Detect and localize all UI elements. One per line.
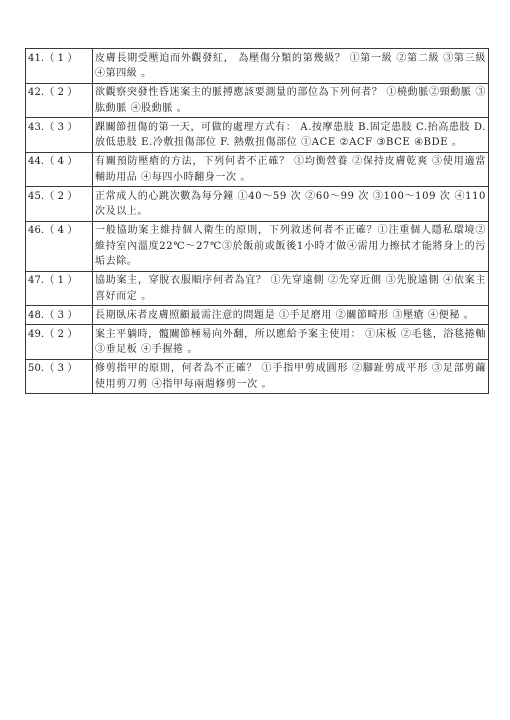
question-number: 44. [28,156,45,167]
question-row [26,306,489,325]
question-answer: 1 [57,275,65,286]
question-text: 欲觀察突發性昏迷案主的脈搏應該要測量的部位為下列何者？ ①橈動脈②頸動脈 ③肱動脈 ④股動脈 。 [93,83,489,118]
question-row [26,118,489,153]
question-number: 48. [28,309,45,321]
question-meta: 43.（ 3 ） [26,118,93,153]
question-answer: 1 [57,52,65,64]
question-number: 45. [28,190,45,202]
question-text: 有關預防壓瘡的方法，下列何者不正確？ ①均衡營養 ②保持皮膚乾爽 ③使用適當輔助用品 ④每四小時翻身一次 。 [93,152,489,187]
question-meta: 50.（ 3 ） [26,359,93,394]
question-text: 一般協助案主維持個人衛生的原則，下列敘述何者不正確？①注重個人隱私環境②維持室內溫度22℃～27℃③於飯前或飯後1小時才做④需用力擦拭才能將身上的污垢去除。 [93,221,489,271]
question-answer: 3 [57,121,65,133]
question-row [26,49,489,84]
question-meta: 45.（ 2 ） [26,187,93,222]
question-table [25,48,489,394]
question-answer: 2 [57,190,65,202]
question-row [26,187,489,222]
question-text: 協助案主，穿脫衣服順序何者為宜？ ①先穿遠側 ②先穿近側 ③先脫遠側 ④依案主喜好而定 。 [93,271,489,306]
question-answer: 3 [57,309,65,321]
question-text: 正常成人的心跳次數為每分鐘 ①40～59 次 ②60～99 次 ③100～109 次 ④110 次及以上。 [93,187,489,222]
question-row [26,271,489,306]
question-number: 50. [28,363,45,374]
question-answer: 4 [57,225,65,236]
question-number: 47. [28,275,45,286]
question-meta: 42.（ 2 ） [26,83,93,118]
question-row [26,359,489,394]
question-text: 踝關節扭傷的第一天，可做的處理方式有： A.按摩患肢 B.固定患肢 C.抬高患肢 D.放低患肢 E.冷敷扭傷部位 F. 熱敷扭傷部位 ①ACE ②ACF ③BCE ④BDE 。 [93,118,489,153]
question-meta: 41.（ 1 ） [26,49,93,84]
question-answer: 2 [57,87,65,98]
question-number: 41. [28,52,45,64]
question-text: 修剪指甲的原則，何者為不正確？ ①手指甲剪成圓形 ②腳趾剪成平形 ③足部剪繭使用剪刀剪 ④指甲每兩週修剪一次 。 [93,359,489,394]
question-number: 49. [28,328,45,340]
question-answer: 4 [57,156,65,167]
question-meta: 47.（ 1 ） [26,271,93,306]
question-number: 42. [28,87,45,98]
question-row [26,325,489,360]
question-table-body [26,49,489,394]
question-text: 皮膚長期受壓迫而外觀發紅， 為壓傷分類的第幾級？ ①第一級 ②第二級 ③第三級 ④第四級 。 [93,49,489,84]
question-meta: 44.（ 4 ） [26,152,93,187]
question-meta: 48.（ 3 ） [26,306,93,325]
question-number: 46. [28,225,45,236]
question-meta: 46.（ 4 ） [26,221,93,271]
question-meta: 49.（ 2 ） [26,325,93,360]
question-number: 43. [28,121,45,133]
question-answer: 2 [57,328,65,340]
question-text: 長期臥床者皮膚照顧最需注意的問題是 ①手足磨用 ②關節畸形 ③壓瘡 ④便秘 。 [93,306,489,325]
question-text: 案主平躺時，髖關節極易向外翻，所以應給予案主使用： ①床板 ②毛毯，浴毯捲軸 ③垂足板 ④手握捲 。 [93,325,489,360]
question-row [26,83,489,118]
question-answer: 3 [57,363,65,374]
question-row [26,152,489,187]
question-row [26,221,489,271]
